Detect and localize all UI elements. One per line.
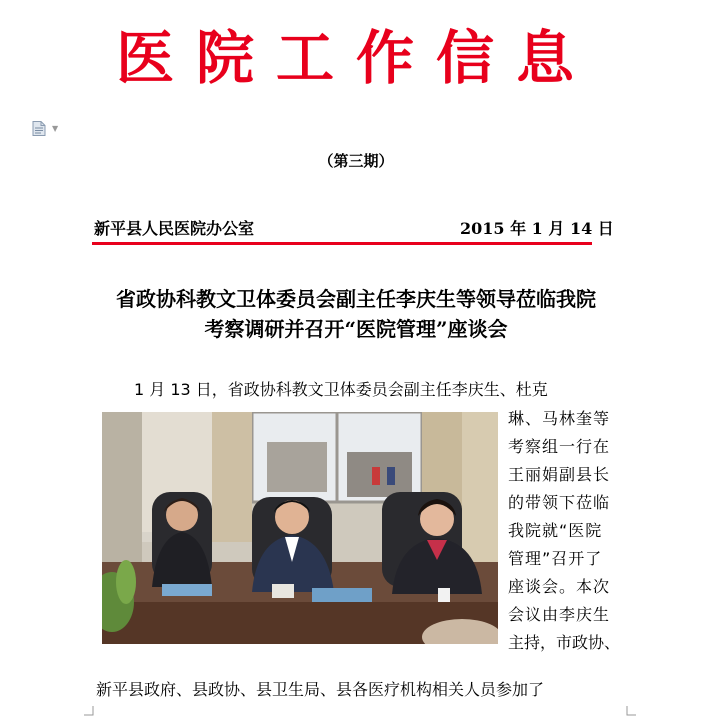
- issuing-office: 新平县人民医院办公室: [94, 219, 255, 238]
- meeting-photo-illustration: [102, 412, 498, 644]
- body-side-1: 琳、马林奎等: [508, 409, 611, 428]
- red-divider: [92, 242, 592, 245]
- body-side-4: 的带领下莅临: [508, 493, 611, 512]
- issue-number: （第三期）: [318, 152, 394, 170]
- body-line-last: 新平县政府、县政协、县卫生局、县各医疗机构相关人员参加了: [96, 680, 545, 699]
- body-side-9: 主持，市政协、: [508, 633, 621, 652]
- meeting-photo: [102, 412, 498, 644]
- body-side-5: 我院就“医院: [508, 521, 603, 540]
- dropdown-caret-icon[interactable]: ▼: [52, 124, 59, 133]
- body-side-3: 王丽娟副县长: [508, 465, 611, 484]
- headline-line-2: 考察调研并召开“医院管理”座谈会: [204, 317, 508, 341]
- masthead-title: 医院工作信息: [115, 24, 596, 92]
- body-side-6: 管理”召开了: [508, 549, 603, 568]
- document-icon[interactable]: [32, 121, 46, 136]
- body-line-1: 1 月 13 日，省政协科教文卫体委员会副主任李庆生、杜克: [134, 380, 548, 399]
- issue-date: 2015 年 1 月 14 日: [460, 219, 614, 238]
- body-side-7: 座谈会。本次: [508, 577, 611, 596]
- body-side-2: 考察组一行在: [508, 437, 611, 456]
- article-headline: [60, 284, 652, 344]
- headline-line-1: 省政协科教文卫体委员会副主任李庆生等领导莅临我院: [116, 287, 596, 311]
- body-side-8: 会议由李庆生: [508, 605, 611, 624]
- page-corner-mark-right: [626, 706, 636, 716]
- page-corner-mark-left: [84, 706, 94, 716]
